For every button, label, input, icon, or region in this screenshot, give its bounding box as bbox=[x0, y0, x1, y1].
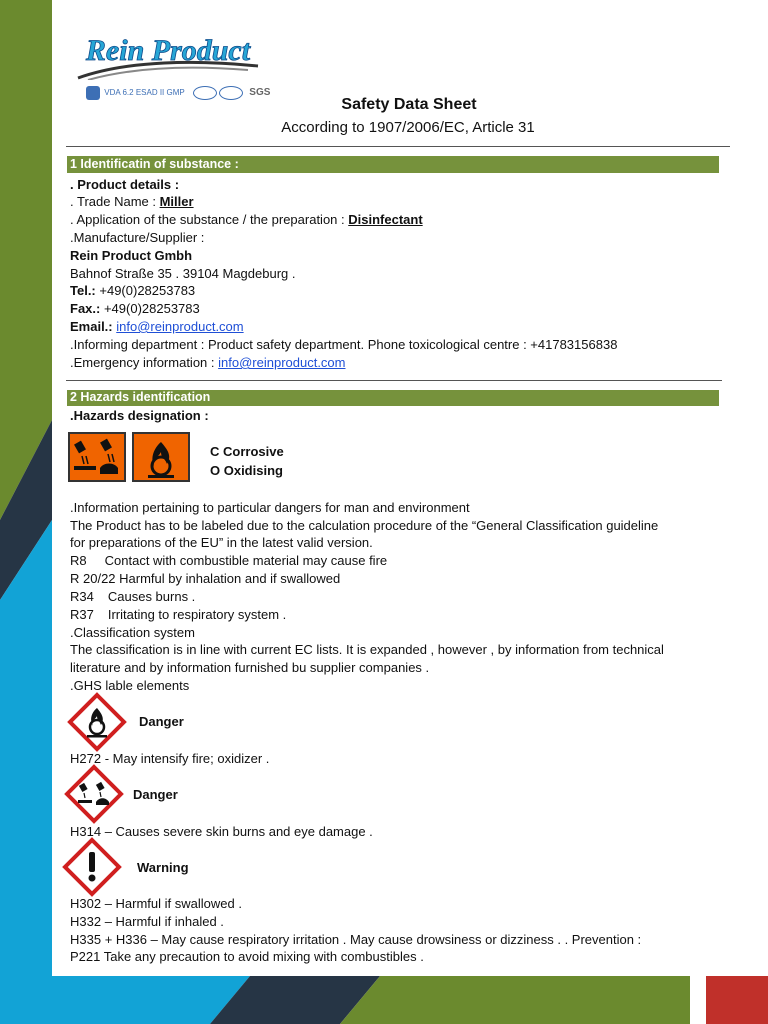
sgs-label: SGS bbox=[249, 87, 271, 99]
info-text-line-2: for preparations of the EU” in the latest valid version. bbox=[70, 535, 373, 550]
p221-statement: P221 Take any precaution to avoid mixing with combustibles . bbox=[70, 949, 424, 964]
fax-value: +49(0)28253783 bbox=[100, 301, 200, 316]
ghs-oxidiser-icon bbox=[67, 692, 127, 752]
hazard-oxidising-label: O Oxidising bbox=[210, 463, 283, 478]
ghs-corrosion-icon bbox=[64, 764, 124, 824]
section-divider bbox=[66, 380, 722, 381]
tel-row bbox=[70, 282, 195, 299]
r2022-row: R 20/22 Harmful by inhalation and if swallowed bbox=[70, 571, 341, 586]
email-label: Email.: bbox=[70, 319, 113, 334]
r34-row bbox=[70, 588, 195, 605]
cert-badge-icon bbox=[86, 86, 100, 100]
cert-label: VDA 6.2 bbox=[104, 88, 134, 98]
company-address: Bahnof Straße 35 . 39104 Magdeburg . bbox=[70, 266, 296, 281]
trade-name-row bbox=[70, 193, 194, 210]
fax-label: Fax.: bbox=[70, 301, 101, 316]
certification-logos bbox=[86, 86, 270, 100]
ghs-exclamation-icon bbox=[62, 837, 122, 897]
info-text-line-1: The Product has to be labeled due to the calculation procedure of the “General Classification guideline bbox=[70, 518, 659, 533]
ghs-3-signal-word: Warning bbox=[137, 860, 189, 875]
ghs-label: .GHS lable elements bbox=[70, 678, 190, 693]
classification-system-label: .Classification system bbox=[70, 625, 195, 640]
hazards-designation-label: .Hazards designation : bbox=[70, 408, 209, 423]
manufacturer-label: .Manufacture/Supplier : bbox=[70, 230, 205, 245]
tel-label: Tel.: bbox=[70, 283, 96, 298]
r8-row bbox=[70, 552, 387, 569]
trade-name-label: . Trade Name : bbox=[70, 194, 160, 209]
ghs-2-signal-word: Danger bbox=[133, 787, 178, 802]
seal-icon bbox=[219, 86, 243, 100]
r37-text: Irritating to respiratory system . bbox=[107, 607, 287, 622]
document-title: Safety Data Sheet bbox=[341, 96, 477, 113]
r8-code: R8 bbox=[70, 553, 87, 568]
r37-row bbox=[70, 606, 286, 623]
classification-text-line-2: literature and by information furnished bu supplier companies . bbox=[70, 660, 430, 675]
h302-statement: H302 – Harmful if swallowed . bbox=[70, 896, 242, 911]
section-2-heading: 2 Hazards identification bbox=[67, 390, 719, 406]
title-divider bbox=[66, 146, 730, 147]
email-row bbox=[70, 318, 244, 335]
hazard-corrosive-label: C Corrosive bbox=[210, 444, 284, 459]
cert-label: ESAD II bbox=[135, 88, 165, 98]
emergency-label: .Emergency information : bbox=[70, 355, 219, 370]
section-1-heading: 1 Identificatin of substance : bbox=[67, 156, 719, 173]
informing-department: .Informing department : Product safety department. Phone toxicological centre : +41783156838 bbox=[70, 337, 618, 352]
product-details-label: . Product details : bbox=[70, 177, 180, 192]
oxidising-hazard-icon bbox=[132, 432, 190, 482]
seal-icon bbox=[193, 86, 217, 100]
emergency-email-link[interactable]: info@reinproduct.com bbox=[218, 355, 346, 370]
brand-logo bbox=[68, 30, 268, 80]
r34-text: Causes burns . bbox=[107, 589, 196, 604]
h314-statement: H314 – Causes severe skin burns and eye damage . bbox=[70, 824, 373, 839]
r34-code: R34 bbox=[70, 589, 94, 604]
email-link[interactable]: info@reinproduct.com bbox=[116, 319, 244, 334]
document-subtitle: According to 1907/2006/EC, Article 31 bbox=[281, 119, 535, 136]
cert-label: GMP bbox=[166, 88, 185, 98]
application-row bbox=[70, 211, 423, 228]
classification-text-line-1: The classification is in line with current EC lists. It is expanded , however , by information from technical bbox=[70, 642, 664, 657]
corrosive-hazard-icon bbox=[68, 432, 126, 482]
info-title: .Information pertaining to particular dangers for man and environment bbox=[70, 500, 470, 515]
company-name: Rein Product Gmbh bbox=[70, 248, 193, 263]
fax-row bbox=[70, 300, 200, 317]
ghs-1-signal-word: Danger bbox=[139, 714, 184, 729]
h335-statement: H335 + H336 – May cause respiratory irritation . May cause drowsiness or dizziness . . Prevention : bbox=[70, 932, 642, 947]
application-value: Disinfectant bbox=[348, 212, 423, 227]
r8-text: Contact with combustible material may cause fire bbox=[104, 553, 388, 568]
svg-text:Rein Product: Rein Product bbox=[85, 34, 251, 67]
tel-value: +49(0)28253783 bbox=[95, 283, 196, 298]
trade-name-value: Miller bbox=[159, 194, 194, 209]
emergency-row bbox=[70, 354, 346, 371]
h332-statement: H332 – Harmful if inhaled . bbox=[70, 914, 224, 929]
h272-statement: H272 - May intensify fire; oxidizer . bbox=[70, 751, 270, 766]
r37-code: R37 bbox=[70, 607, 94, 622]
application-label: . Application of the substance / the preparation : bbox=[70, 212, 349, 227]
